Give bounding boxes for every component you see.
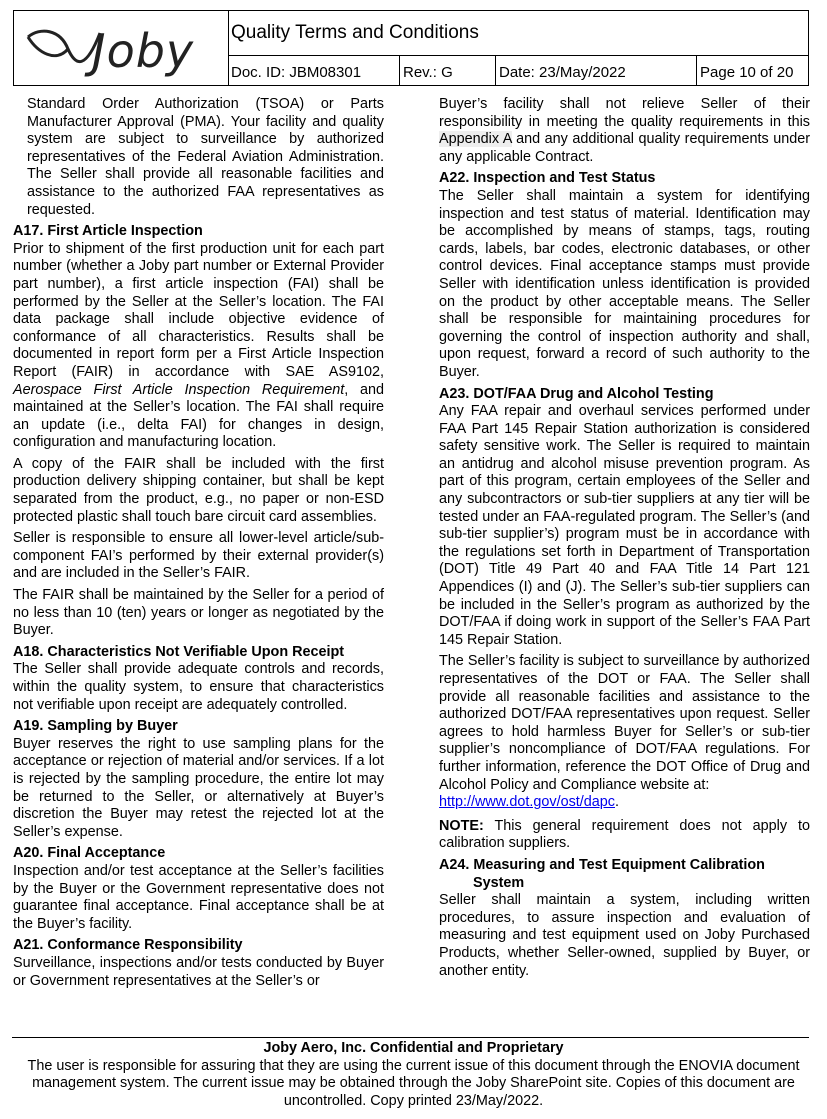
- section-heading-a23: A23. DOT/FAA Drug and Alcohol Testing: [439, 385, 714, 402]
- logo: [14, 11, 229, 85]
- page-number: Page 10 of 20: [696, 56, 808, 85]
- document-header: [13, 10, 809, 86]
- a21-paragraph: Surveillance, inspections and/or tests conducted by Buyer or Government representatives at the Seller’s or: [13, 954, 384, 989]
- a19-paragraph: Buyer reserves the right to use sampling plans for the acceptance or rejection of material and/or services. If a lot is rejected by the sampling procedure, the entire lot may be returned to the Seller, or alternatively at Buyer’s discretion the Buyer may retest the rejected lot at the Seller’s expense.: [13, 735, 384, 840]
- revision: Rev.: G: [399, 56, 495, 85]
- section-heading-a21: A21. Conformance Responsibility: [13, 937, 243, 954]
- doc-id: Doc. ID: JBM08301: [231, 64, 362, 81]
- a24-paragraph: Seller shall maintain a system, including written procedures, to assure inspection and evaluation of measuring and test equipment used on Joby Purchased Products, whether Seller-owned, supplied by Buyer, or another entity.: [439, 892, 810, 979]
- a23-paragraph-1: Any FAA repair and overhaul services performed under FAA Part 145 Repair Station authorization is considered safety sensitive work. The Seller is required to maintain an antidrug and alcohol misuse prevention program. As part of this program, certain employees of the Seller and any subcontractors or sub-tier suppliers at any tier will be tested under an FAA-regulated program. The Seller’s (and sub-tier supplier’s) program must be in accordance with the regulations set forth in Department of Transportation (DOT) Title 49 Part 40 and FAA Title 14 Part 121 Appendices (I) and (J). The Seller’s sub-tier suppliers can be included in the Seller’s program as authorized by the DOT/FAA if doing work in support of the Seller’s FAA Part 145 Repair Station.: [439, 403, 810, 648]
- a22-paragraph: The Seller shall maintain a system for identifying inspection and test status of material. Identification may be accomplished by means of stamps, tags, routing cards, labels, bar codes, electronic databases, or other control devices. Final acceptance stamps must provide Seller with identification unless identification is provided on the product by other acceptable means. The Seller shall be responsible for maintaining procedures for governing the control of inspection authority and shall, upon request, forward a record of such authority to the Buyer.: [439, 187, 810, 380]
- footer-divider: [12, 1037, 809, 1038]
- continued-paragraph-right: Buyer’s facility shall not relieve Seller of their responsibility in meeting the quality requirements in this Appendix A and any additional quality requirements under any applicable Contract.: [439, 96, 811, 165]
- a20-paragraph: Inspection and/or test acceptance at the Seller’s facilities by the Buyer or the Government representative does not guarantee final acceptance. Final acceptance shall be at the Buyer’s facility.: [13, 862, 384, 932]
- section-heading-a24: A24. Measuring and Test Equipment Calibration System: [439, 856, 765, 891]
- section-heading-a18: A18. Characteristics Not Verifiable Upon Receipt: [13, 643, 345, 660]
- left-column: [13, 96, 384, 994]
- a17-paragraph-4: The FAIR shall be maintained by the Seller for a period of no less than 10 (ten) years or longer as negotiated by the Buyer.: [13, 587, 384, 639]
- logo-wordmark: Joby: [92, 24, 195, 78]
- dot-dapc-link[interactable]: http://www.dot.gov/ost/dapc: [439, 794, 615, 811]
- a17-paragraph-1: Prior to shipment of the first production unit for each part number (whether a Joby part number or External Provider part number), a first article inspection (FAI) shall be performed by the Seller at the Seller’s location. The FAI data package shall include objective evidence of conformance of all characteristics. Results shall be documented in report form per a First Article Inspection Report (FAIR) in accordance with SAE AS9102, Aerospace First Article Inspection Requirement, and maintained at the Seller’s location. The FAI shall require an update (i.e., delta FAI) for changes in design, configuration and manufacturing location.: [13, 240, 384, 451]
- appendix-reference: Appendix A: [439, 131, 512, 148]
- section-heading-a22: A22. Inspection and Test Status: [439, 170, 656, 187]
- continued-paragraph: Standard Order Authorization (TSOA) or Parts Manufacturer Approval (PMA). Your facility and quality system are subject to surveillance by authorized representatives of the Federal Aviation Administration. The Seller shall provide all reasonable facilities and assistance to the authorized FAA representatives as requested.: [27, 96, 384, 218]
- a18-paragraph: The Seller shall provide adequate controls and records, within the quality system, to ensure that characteristics not verifiable upon receipt are adequately controlled.: [13, 661, 384, 713]
- note-paragraph: NOTE: This general requirement does not apply to calibration suppliers.: [439, 817, 810, 852]
- a17-paragraph-2: A copy of the FAIR shall be included with the first production delivery shipping container, but shall be kept separated from the product, e.g., no paper or non-ESD protected plastic shall touch bare circuit card assemblies.: [13, 455, 384, 525]
- right-column: [439, 96, 810, 984]
- section-heading-a20: A20. Final Acceptance: [13, 845, 166, 862]
- section-heading-a17: A17. First Article Inspection: [13, 223, 203, 240]
- doc-date: Date: 23/May/2022: [495, 56, 696, 85]
- a23-paragraph-2: The Seller’s facility is subject to surveillance by authorized representatives of the DOT or FAA. The Seller shall provide all reasonable facilities and assistance to the authorized DOT/FAA representatives upon request. Seller agrees to hold harmless Buyer for Seller’s or sub-tier supplier’s noncompliance of DOT/FAA regulations. For further information, reference the DOT Office of Drug and Alcohol Policy and Compliance website at: http://www.dot.gov/ost/dapc.: [439, 653, 810, 811]
- a17-paragraph-3: Seller is responsible to ensure all lower-level article/sub-component FAI’s performed by their external provider(s) and are included in the Seller’s FAIR.: [13, 530, 384, 582]
- document-title: Quality Terms and Conditions: [228, 11, 808, 56]
- document-control-notice: The user is responsible for assuring that they are using the current issue of this document through the ENOVIA document management system. The current issue may be obtained through the Joby SharePoint site. Copies of this document are uncontrolled. Copy printed 23/May/2022.: [27, 1057, 800, 1109]
- section-heading-a19: A19. Sampling by Buyer: [13, 718, 178, 735]
- page-footer: [12, 1040, 815, 1110]
- confidential-notice: Joby Aero, Inc. Confidential and Proprietary: [263, 1040, 564, 1056]
